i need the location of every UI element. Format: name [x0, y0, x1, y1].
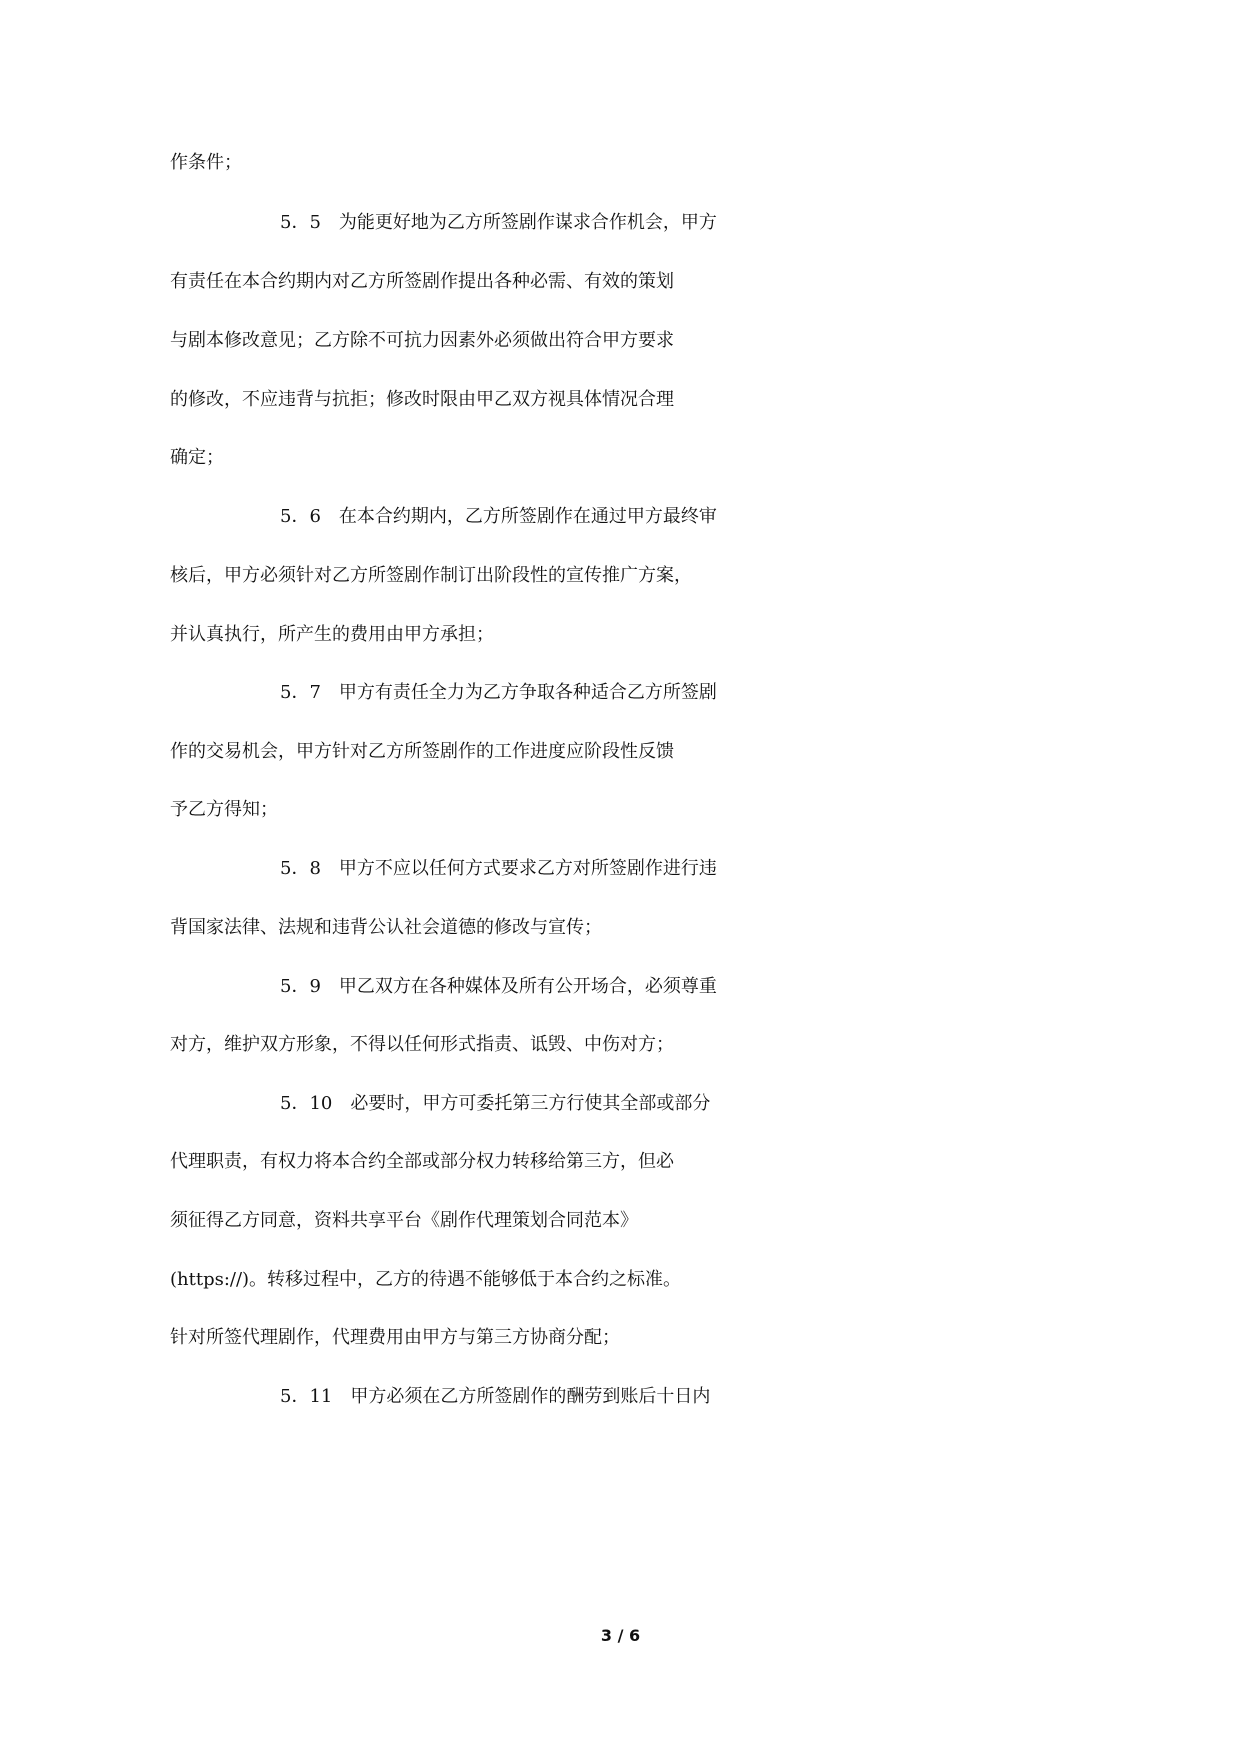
- text-line-13: 5．8 甲方不应以任何方式要求乙方对所签剧作进行违: [280, 858, 717, 879]
- text-line-21: 针对所签代理剧作，代理费用由甲方与第三方协商分配；: [170, 1327, 620, 1348]
- text-line-10: 5．7 甲方有责任全力为乙方争取各种适合乙方所签剧: [280, 682, 717, 703]
- text-line-22: 5．11 甲方必须在乙方所签剧作的酬劳到账后十日内: [280, 1386, 711, 1407]
- page-number: 3 / 6: [600, 1626, 641, 1645]
- text-line-3: 有责任在本合约期内对乙方所签剧作提出各种必需、有效的策划: [170, 271, 674, 292]
- text-line-17: 5．10 必要时，甲方可委托第三方行使其全部或部分: [280, 1093, 711, 1114]
- text-line-19: 须征得乙方同意，资料共享平台《剧作代理策划合同范本》: [170, 1210, 638, 1231]
- text-line-18: 代理职责，有权力将本合约全部或部分权力转移给第三方，但必: [170, 1151, 674, 1172]
- text-line-12: 予乙方得知；: [170, 799, 278, 820]
- text-line-15: 5．9 甲乙双方在各种媒体及所有公开场合，必须尊重: [280, 976, 717, 997]
- text-line-11: 作的交易机会，甲方针对乙方所签剧作的工作进度应阶段性反馈: [170, 741, 674, 762]
- text-line-2: 5．5 为能更好地为乙方所签剧作谋求合作机会，甲方: [280, 212, 717, 233]
- text-line-8: 核后，甲方必须针对乙方所签剧作制订出阶段性的宣传推广方案，: [170, 565, 692, 586]
- text-line-9: 并认真执行，所产生的费用由甲方承担；: [170, 624, 494, 645]
- text-line-5: 的修改，不应违背与抗拒；修改时限由甲乙双方视具体情况合理: [170, 389, 674, 410]
- text-line-14: 背国家法律、法规和违背公认社会道德的修改与宣传；: [170, 917, 602, 938]
- text-line-6: 确定；: [170, 447, 224, 468]
- text-line-7: 5．6 在本合约期内，乙方所签剧作在通过甲方最终审: [280, 506, 717, 527]
- text-line-20: (https://)。转移过程中，乙方的待遇不能够低于本合约之标准。: [170, 1269, 682, 1290]
- text-line-16: 对方，维护双方形象，不得以任何形式指责、诋毁、中伤对方；: [170, 1034, 674, 1055]
- text-line-1: 作条件；: [170, 152, 242, 173]
- text-line-4: 与剧本修改意见；乙方除不可抗力因素外必须做出符合甲方要求: [170, 330, 674, 351]
